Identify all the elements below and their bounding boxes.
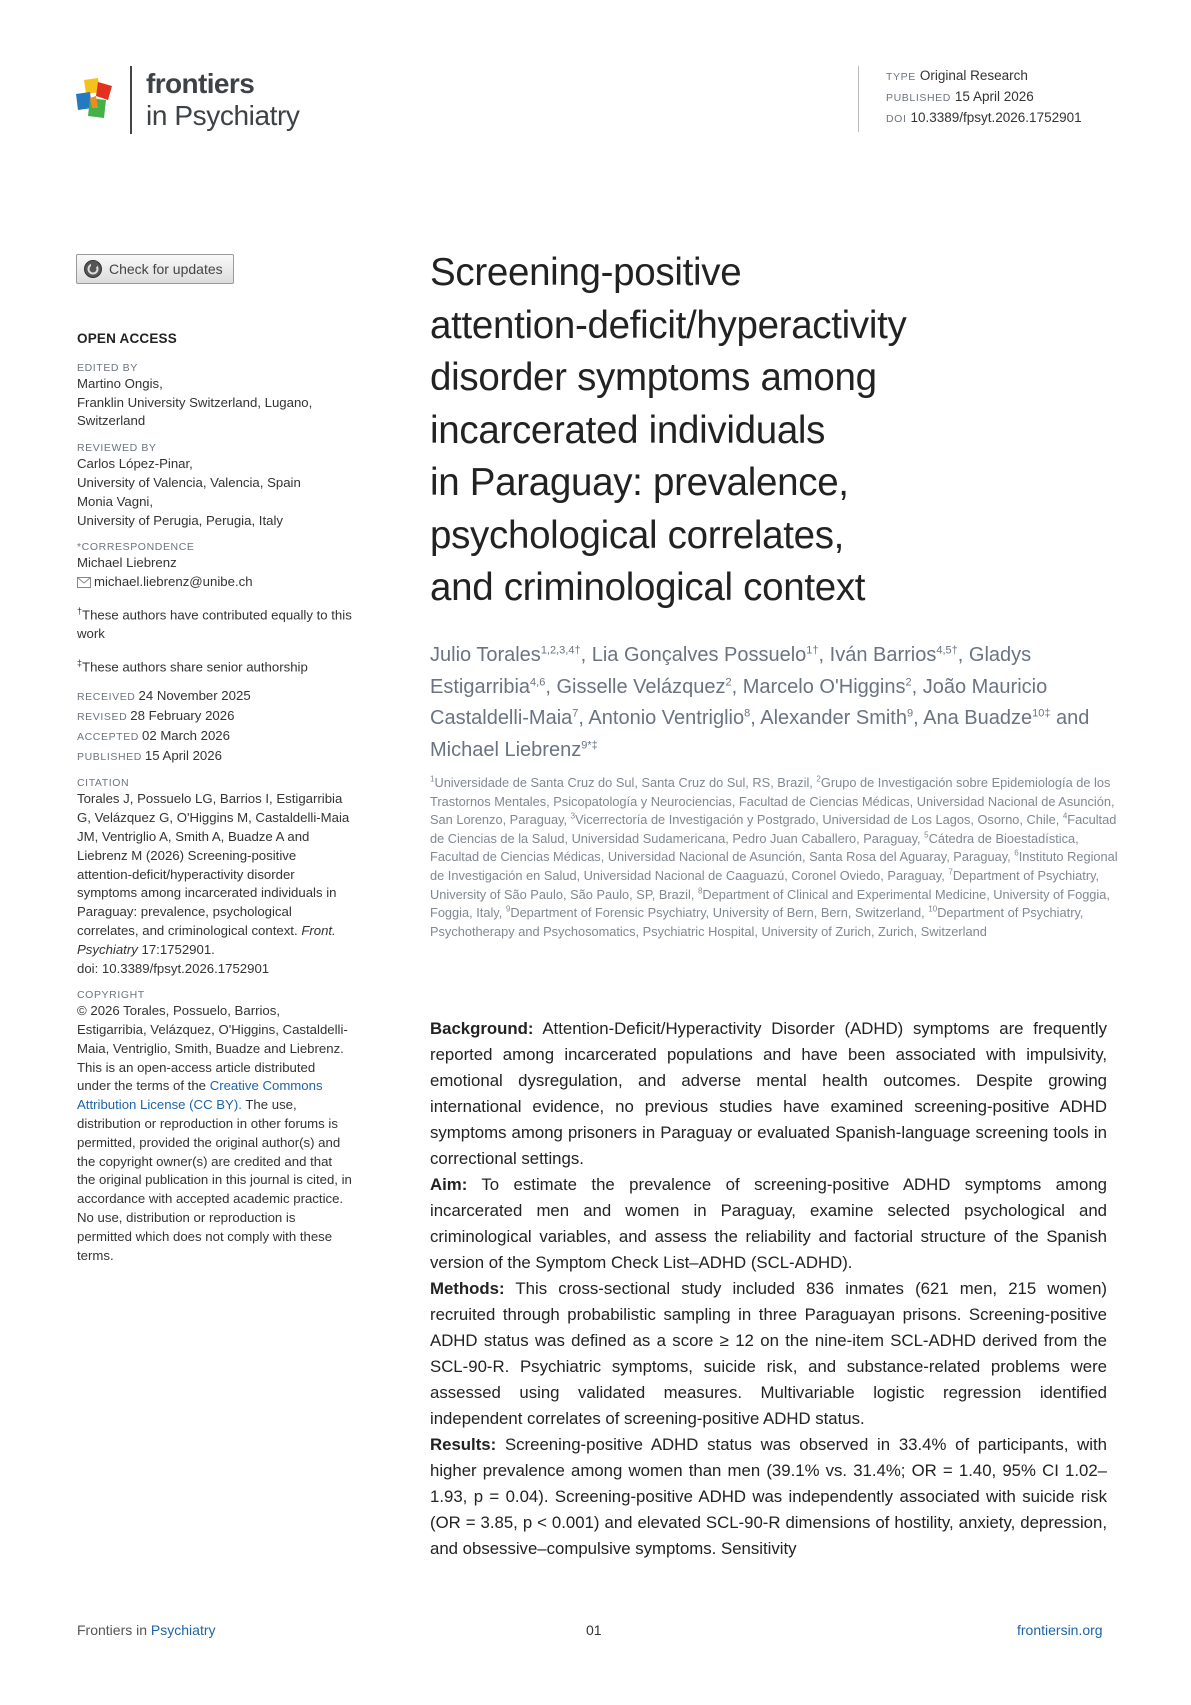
published-date bbox=[77, 747, 352, 767]
correspondence bbox=[77, 554, 352, 592]
author-affil-marks: 1,2,3,4† bbox=[540, 644, 581, 657]
footer-journal-link[interactable]: Psychiatry bbox=[150, 1622, 216, 1638]
section-heading: Aim: bbox=[430, 1175, 468, 1194]
affiliation-list bbox=[430, 774, 1130, 941]
affil-number: 3 bbox=[570, 811, 576, 821]
author-affil-marks: 2 bbox=[725, 675, 732, 688]
affil-text: Grupo de Investigación sobre Epidemiología de los Trastornos Mentales, Psicopatología y Neurociencias, Facultad de Ciencias Médicas, Universidad Nacional de Asunción, San Lorenzo, Paraguay, bbox=[430, 775, 1115, 828]
affil-number: 9 bbox=[505, 904, 511, 914]
date-value: 02 March 2026 bbox=[141, 727, 230, 743]
logo-divider bbox=[130, 66, 132, 134]
author-separator: , bbox=[578, 707, 589, 729]
affil-number: 5 bbox=[924, 830, 929, 840]
citation bbox=[77, 790, 352, 978]
copyright-text: © 2026 Torales, Possuelo, Barrios, Estigarribia, Velázquez, O'Higgins, Castaldelli-Maia, Ventriglio, Smith, Buadze and Liebrenz. This is an open-access article distributed under the terms of the bbox=[77, 1003, 348, 1094]
dagger-mark: † bbox=[77, 605, 83, 616]
date-label: REVISED bbox=[77, 710, 128, 723]
affil-number: 6 bbox=[1014, 849, 1019, 859]
affil-text: Department of Psychiatry, Psychotherapy and Psychosomatics, Psychiatric Hospital, University of Zurich, Zurich, Switzerland bbox=[430, 905, 1084, 939]
email-link[interactable]: michael.liebrenz@unibe.ch bbox=[94, 574, 253, 590]
affil-text: Universidade de Santa Cruz do Sul, Santa Cruz do Sul, RS, Brazil, bbox=[434, 775, 817, 790]
section-text: Attention-Deficit/Hyperactivity Disorder (ADHD) symptoms are frequently reported among incarcerated populations and have been associated with impulsivity, emotional dysregulation, and adverse mental health outcomes. Despite growing international evidence, no previous studies have examined screening-positive ADHD symptoms among prisoners in Paraguay or evaluated Spanish-language screening tools in correctional settings. bbox=[430, 1019, 1107, 1168]
affil-number: 10 bbox=[928, 904, 938, 914]
double-dagger-mark: ‡ bbox=[77, 657, 83, 668]
author-affil-marks: 4,5† bbox=[936, 644, 958, 657]
author-affil-marks: 7 bbox=[572, 707, 579, 720]
meta-label: PUBLISHED bbox=[886, 92, 951, 104]
date-label: ACCEPTED bbox=[77, 730, 139, 743]
section-text: Screening-positive ADHD status was observed in 33.4% of participants, with higher prevalence among women than men (39.1% vs. 31.4%; OR = 1.40, 95% CI 1.02–1.93, p = 0.04). Screening-positive ADHD was independently associated with suicide risk (OR = 3.85, p < 0.001) and elevated SCL-90-R dimensions of hostility, anxiety, depression, and obsessive–compulsive symptoms. Sensitivity bbox=[430, 1435, 1107, 1558]
reviewed-by-label: REVIEWED BY bbox=[77, 442, 157, 455]
affil-text: Department of Psychiatry, University of São Paulo, São Paulo, SP, Brazil, bbox=[430, 867, 1100, 902]
meta-label: DOI bbox=[886, 113, 907, 125]
reviewer-name: Monia Vagni, bbox=[77, 493, 153, 509]
abstract-background bbox=[430, 1016, 1107, 1172]
note-text: These authors share senior authorship bbox=[82, 659, 308, 675]
history-dates bbox=[77, 687, 352, 766]
open-access-label: OPEN ACCESS bbox=[77, 331, 177, 346]
author-name[interactable]: Marcelo O'Higgins bbox=[742, 675, 906, 698]
author-separator: , bbox=[913, 707, 924, 729]
affil-text: Cátedra de Bioestadística, Facultad de Ciencias Médicas, Universidad Nacional de Asunción, Santa Rosa del Aguaray, Paraguay, bbox=[430, 830, 1079, 865]
meta-value: 15 April 2026 bbox=[954, 89, 1034, 104]
title-line: attention-deficit/hyperactivity bbox=[430, 303, 907, 347]
reviewer-name: Carlos López-Pinar, bbox=[77, 456, 193, 472]
meta-value[interactable]: 10.3389/fpsyt.2026.1752901 bbox=[910, 110, 1082, 125]
section-heading: Background: bbox=[430, 1019, 534, 1038]
citation-text: Torales J, Possuelo LG, Barrios I, Estigarribia G, Velázquez G, O'Higgins M, Castaldelli-Maia JM, Ventriglio A, Smith A, Buadze A and Liebrenz M (2026) Screening-positive attention-deficit/hyperactivity disorder symptoms among incarcerated individuals in Paraguay: prevalence, psychological correlates, and criminological context. bbox=[77, 791, 350, 938]
envelope-icon bbox=[77, 577, 91, 588]
logo-brand: frontiers bbox=[146, 68, 255, 99]
abstract-methods bbox=[430, 1276, 1107, 1432]
affil-text: Facultad de Ciencias de la Salud, Universidad Sudamericana, Pedro Juan Caballero, Paraguay, bbox=[430, 812, 1117, 846]
author-list bbox=[430, 640, 1130, 766]
meta-value: Original Research bbox=[919, 68, 1028, 83]
article-published bbox=[886, 87, 1082, 108]
citation-volume: 17:1752901. bbox=[137, 941, 215, 957]
affil-text: Instituto Regional de Investigación en Salud, Universidad Nacional de Caaguazú, Coronel Oviedo, Paraguay, bbox=[430, 849, 1118, 883]
editor bbox=[77, 375, 352, 431]
author-separator: , bbox=[957, 644, 969, 666]
article-title bbox=[430, 247, 1130, 615]
footer-site-link[interactable]: frontiersin.org bbox=[1017, 1622, 1103, 1638]
email-line[interactable] bbox=[77, 573, 352, 592]
footer-journal-prefix: Frontiers in bbox=[77, 1622, 151, 1638]
sidebar bbox=[77, 330, 352, 1265]
author-separator: , bbox=[818, 644, 830, 666]
author-name[interactable]: Lia Gonçalves Possuelo bbox=[591, 644, 807, 666]
update-badge-icon bbox=[83, 259, 103, 279]
date-value: 24 November 2025 bbox=[138, 688, 251, 704]
author-separator: , bbox=[911, 675, 923, 698]
equal-contribution-note bbox=[77, 602, 352, 644]
author-name[interactable]: Michael Liebrenz bbox=[430, 738, 582, 761]
note-text: These authors have contributed equally to this work bbox=[77, 607, 352, 642]
date-value: 15 April 2026 bbox=[144, 747, 222, 763]
author-affil-marks: 1† bbox=[806, 644, 819, 657]
section-heading: Methods: bbox=[430, 1279, 505, 1298]
affil-number: 2 bbox=[816, 774, 821, 784]
copyright bbox=[77, 1002, 352, 1265]
article-type bbox=[886, 66, 1082, 87]
accepted-date bbox=[77, 727, 352, 747]
title-line: and criminological context bbox=[430, 566, 866, 609]
reviewer-affiliation: University of Valencia, Valencia, Spain bbox=[77, 474, 301, 490]
revised-date bbox=[77, 707, 352, 727]
author-separator: , bbox=[750, 707, 761, 729]
author-affil-marks: 4,6 bbox=[530, 675, 546, 688]
author-name[interactable]: Gisselle Velázquez bbox=[556, 675, 726, 698]
article-meta bbox=[858, 66, 1082, 132]
author-separator: and bbox=[1050, 707, 1090, 729]
received-date bbox=[77, 687, 352, 707]
author-name[interactable]: Antonio Ventriglio bbox=[588, 707, 745, 729]
abstract bbox=[430, 1016, 1107, 1562]
meta-label: TYPE bbox=[886, 71, 916, 83]
author-affil-marks: 9*‡ bbox=[581, 738, 598, 751]
affil-text: Vicerrectoría de Investigación y Postgrado, Universidad de Los Lagos, Osorno, Chile, bbox=[575, 812, 1063, 828]
author-separator: , bbox=[731, 675, 743, 698]
copyright-label: COPYRIGHT bbox=[77, 989, 145, 1002]
frontiers-logo-icon bbox=[76, 78, 114, 120]
author-affil-marks: 8 bbox=[744, 707, 751, 720]
title-line: psychological correlates, bbox=[430, 513, 845, 557]
check-for-updates-button[interactable] bbox=[76, 254, 234, 284]
affil-number: 4 bbox=[1062, 811, 1068, 821]
title-line: in Paraguay: prevalence, bbox=[430, 461, 849, 504]
check-for-updates-label: Check for updates bbox=[109, 261, 223, 277]
author-name[interactable]: João Mauricio Castaldelli-Maia bbox=[430, 675, 1048, 729]
correspondence-label: *CORRESPONDENCE bbox=[77, 541, 195, 554]
title-line: incarcerated individuals bbox=[430, 408, 826, 452]
title-line: disorder symptoms among bbox=[430, 356, 877, 399]
abstract-results bbox=[430, 1432, 1107, 1562]
editor-affiliation: Franklin University Switzerland, Lugano, Switzerland bbox=[77, 394, 313, 429]
title-line: Screening-positive bbox=[430, 251, 742, 294]
affil-text: Department of Forensic Psychiatry, University of Bern, Bern, Switzerland, bbox=[510, 905, 929, 921]
date-value: 28 February 2026 bbox=[130, 707, 235, 723]
section-text: This cross-sectional study included 836 inmates (621 men, 215 women) recruited through probabilistic sampling in three Paraguayan prisons. Screening-positive ADHD status was defined as a score ≥ 12 on the nine-item SCL-ADHD derived from the SCL-90-R. Psychiatric symptoms, suicide risk, and substance-related problems were assessed using validated measures. Multivariable logistic regression identified independent correlates of screening-positive ADHD status. bbox=[430, 1279, 1107, 1428]
page-number: 01 bbox=[586, 1622, 602, 1638]
affil-number: 1 bbox=[430, 774, 435, 784]
logo-section: in Psychiatry bbox=[146, 100, 300, 131]
author-separator: , bbox=[545, 675, 557, 698]
copyright-text: The use, distribution or reproduction in other forums is permitted, provided the original author(s) and the copyright owner(s) are credited and that the original publication in this journal is cited, in accordance with accepted academic practice. No use, distribution or reproduction is permitted which does not comply with these terms. bbox=[77, 1097, 352, 1263]
author-separator: , bbox=[580, 644, 592, 666]
date-label: RECEIVED bbox=[77, 691, 136, 704]
footer-site-wrap bbox=[1017, 1622, 1103, 1638]
author-name[interactable]: Alexander Smith bbox=[760, 707, 907, 729]
author-name[interactable]: Ana Buadze bbox=[923, 707, 1033, 729]
reviewers bbox=[77, 455, 352, 530]
article-doi[interactable] bbox=[886, 108, 1082, 129]
citation-doi[interactable]: doi: 10.3389/fpsyt.2026.1752901 bbox=[77, 960, 270, 976]
author-affil-marks: 9 bbox=[906, 707, 914, 720]
section-heading: Results: bbox=[430, 1435, 497, 1454]
author-name[interactable]: Julio Torales bbox=[430, 644, 541, 666]
author-name[interactable]: Iván Barrios bbox=[829, 644, 937, 666]
footer-journal bbox=[77, 1622, 216, 1638]
citation-label: CITATION bbox=[77, 777, 130, 790]
author-name[interactable]: Gladys Estigarribia bbox=[430, 644, 1032, 698]
journal-logo[interactable] bbox=[76, 66, 366, 138]
reviewer-affiliation: University of Perugia, Perugia, Italy bbox=[77, 512, 283, 528]
license-link[interactable]: Creative Commons Attribution License (CC BY). bbox=[77, 1078, 323, 1113]
date-label: PUBLISHED bbox=[77, 750, 142, 763]
author-affil-marks: 10‡ bbox=[1032, 707, 1051, 720]
senior-authorship-note bbox=[77, 654, 352, 677]
citation-journal: Front. Psychiatry bbox=[77, 922, 336, 957]
editor-name: Martino Ongis, bbox=[77, 375, 163, 391]
affil-text: Department of Clinical and Experimental Medicine, University of Foggia, Foggia, Italy, bbox=[430, 886, 1110, 921]
affil-number: 8 bbox=[697, 886, 703, 896]
section-text: To estimate the prevalence of screening-positive ADHD symptoms among incarcerated men and women in Paraguay, examine selected psychological and criminological variables, and assess the reliability and factorial structure of the Spanish version of the Symptom Check List–ADHD (SCL-ADHD). bbox=[430, 1175, 1107, 1272]
affil-number: 7 bbox=[948, 867, 953, 877]
edited-by-label: EDITED BY bbox=[77, 361, 138, 374]
author-affil-marks: 2 bbox=[905, 675, 912, 688]
abstract-aim bbox=[430, 1172, 1107, 1276]
corresponding-author: Michael Liebrenz bbox=[77, 555, 177, 571]
